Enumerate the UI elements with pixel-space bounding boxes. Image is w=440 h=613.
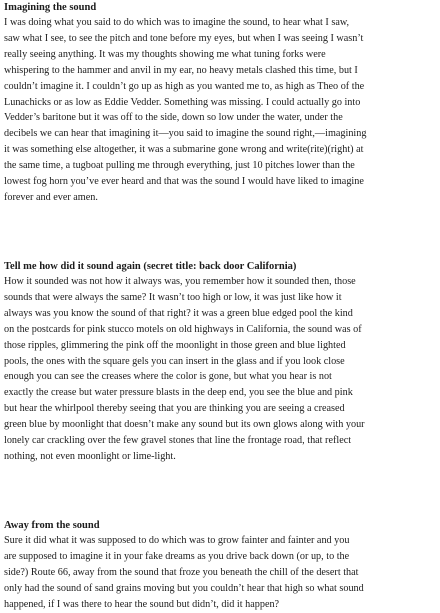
body-line: couldn’t imagine it. I couldn’t go up as high as you wanted me to, as high as Theo of the (4, 80, 365, 92)
body-line: it was something else altogether, it was a submarine gone wrong and write(rite)(right) at (4, 144, 364, 156)
section-title: Imagining the sound (4, 2, 97, 13)
body-line: sounds that were always the same? It wasn’t too high or low, it was just like how it (4, 291, 342, 303)
body-line: Vedder’s baritone but it was off to the side, down so low under the water, under the (4, 112, 343, 124)
body-line: but hear the whirlpool thereby seeing that you are thinking you are seeing a creased (4, 403, 345, 415)
body-line: green blue by moonlight that doesn’t make any sound but its own glows along with your (4, 419, 365, 431)
body-line: Sure it did what it was supposed to do which was to grow fainter and fainter and you (4, 535, 350, 546)
body-line: pools, the ones with the square gels you can insert in the glass and if you look close (4, 355, 345, 367)
body-line: forever and ever amen. (4, 191, 98, 203)
body-line: always was you know the sound of that right? it was a green blue edged pool the kind (4, 307, 353, 319)
body-line: nothing, not even moonlight or lime-light. (4, 450, 176, 462)
section-body (4, 15, 436, 206)
section-body (4, 533, 436, 613)
section-away-from-the-sound (4, 518, 436, 613)
body-line: How it sounded was not how it always was, you remember how it sounded then, those (4, 276, 356, 287)
section-imagining-the-sound (4, 0, 436, 206)
section-title: Tell me how did it sound again (secret title: back door California) (4, 261, 297, 272)
section-body (4, 274, 436, 465)
body-line: decibels we can hear that imagining it—you said to imagine the sound right,—imagining (4, 128, 367, 140)
body-line: are supposed to imagine it in your fake dreams as you drive back down (or up, to the (4, 550, 350, 562)
body-line: saw what I see, to see the pitch and tone before my eyes, but when I was seeing I wasn’t (4, 32, 364, 44)
body-line: lonely car crackling over the few gravel stones that line the frontage road, that reflect (4, 435, 352, 447)
body-line: only had the sound of sand grains moving but you couldn’t hear that high so what sound (4, 582, 364, 594)
body-line: I was doing what you said to do which was to imagine the sound, to hear what I saw, (4, 17, 350, 28)
section-tell-me-how-did-it-sound-again (4, 259, 436, 465)
section-title: Away from the sound (4, 520, 100, 531)
body-line: those ripples, glimmering the pink off the moonlight in those green and blue lighted (4, 339, 346, 351)
body-line: exactly the crease but water pressure blasts in the deep end, you see the blue and pink (4, 387, 353, 399)
body-line: on the postcards for pink stucco motels on old highways in California, the sound was of (4, 323, 362, 335)
body-line: the same time, a tugboat pulling me through everything, just 10 pitches lower than the (4, 160, 355, 172)
body-line: side?) Route 66, away from the sound that froze you beneath the chill of the desert that (4, 566, 359, 578)
body-line: whispering to the hammer and anvil in my ear, no heavy metals clashed this time, but I (4, 64, 358, 76)
body-line: enough you can see the creases where the color is gone, but what you hear is not (4, 371, 332, 383)
body-line: happened, if I was there to hear the sound but didn’t, did it happen? (4, 598, 280, 610)
body-line: Lunachicks or as low as Eddie Vedder. Something was missing. I could actually go into (4, 96, 361, 108)
body-line: lowest fog horn you’ve ever heard and that was the sound I would have liked to imagine (4, 176, 364, 188)
body-line: really seeing anything. It was my thoughts showing me what tuning forks were (4, 48, 326, 60)
